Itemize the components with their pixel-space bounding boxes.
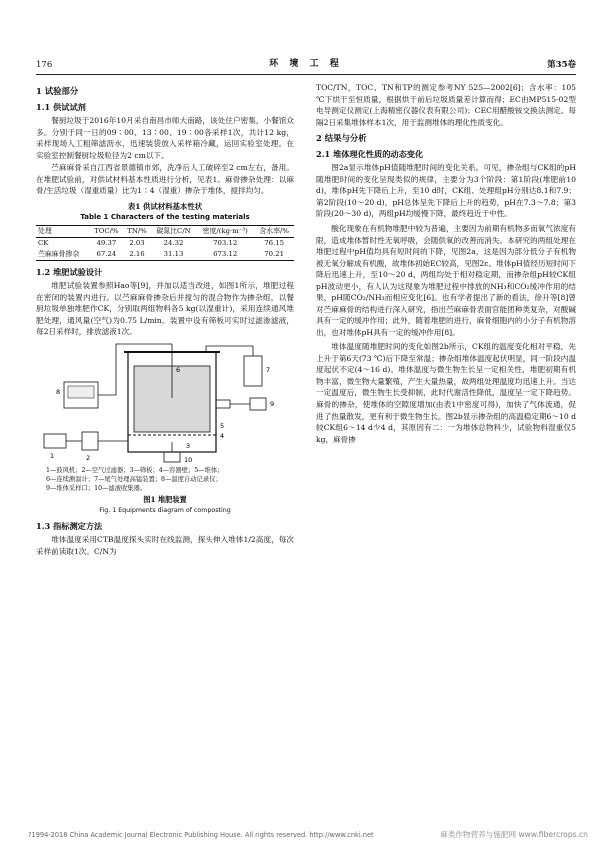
paragraph-acidification: 酸化现象在有机物堆肥中较为普遍，主要因为前期有机物多而氧气浓度有限，造成堆体暂时性无氧呼吸，会随供氧的改善而消失。本研究的两组处理在堆肥过程中pH值均具有短时间的下降，见图2a，这是因为部分低分子有机物被无氧分解成有机酸，故堆体初始EC较高，见图2c。堆体pH值经历短时间下降后迅速上升，至10～20 d，两组均处于相对稳定期，而掺杂组pH较CK组pH波动更小，有人认为这现象为堆肥过程中排放的NH₃和CO₂缓冲作用的结果，pH随CO₂/NH₃而相应变化[6]。也有学者提出了新的看法，徐升等[8]曾对苎麻麻骨的结构进行深入研究，指出苎麻麻骨表面官能团种类复杂，对酸碱具有一定的缓冲作用；此外，随着堆肥的进行，麻骨细胞内的小分子有机物溶出，也对堆体pH具有一定的缓冲作用[8]。 [316, 224, 576, 337]
sampling-port [216, 400, 230, 408]
legend-line: 9—堆体采样口；10—滤液收集器。 [46, 485, 147, 493]
paragraph-ramie-bone: 苎麻麻骨采自江西省景德镇市郊，洗净后人工破碎至2 cm左右，备用。在堆肥试验前，对供试材料基本性质进行分析，见表1。麻骨掺杂处理：以麻骨/生活垃圾（湿重质量）比为1∶4（湿重）掺杂于堆体，搅拌均匀。 [36, 163, 294, 196]
table-row [36, 249, 294, 260]
section-2-title: 2 结果与分析 [316, 133, 367, 144]
left-column [36, 82, 294, 558]
section-1-title: 1 试验部分 [36, 86, 79, 96]
section-2-1-title: 2.1 堆体理化性质的动态变化 [316, 148, 424, 159]
copyright-notice: ?1994-2018 China Academic Journal Electronic Publishing House. All rights reserved. http://www.cnki.net [28, 831, 374, 839]
table-cell: 76.15 [264, 238, 285, 247]
legend-line: 1—鼓风机；2—空气过滤器；3—筛板；4—容器壁；5—堆体； [46, 466, 224, 474]
paragraph-temperature: 堆体温度随堆肥时间的变化如图2b所示，CK组的温度变化相对平稳，先上升于第6天(73 ℃)后下降至常温；掺杂组堆体温度起伏明显，同一阶段内温度起伏不定(4～16 d)。堆体温度与微生物生长呈一定相关性，堆肥初期有机物丰富，微生物大量繁殖，产生大量热量，故两组处理温度均迅速上升。当达一定温度后，微生物生长受抑制，此时代谢活性降低，温度呈一定下降趋势。麻骨的掺杂，使堆体的空隙度增加(由表1中密度可得)，加快了气体流通，促进了热量散发，更有利于微生物生长。图2b显示掺杂组的高温稳定期6～10 d较CK组6～14 d少4 d，其原因有二：一为堆体总物料少，试验物料湿重仅5 kg，麻骨掺 [316, 342, 576, 444]
section-1-2-title: 1.2 堆肥试验设计 [36, 266, 103, 277]
table-cell: 70.21 [254, 249, 294, 260]
label-9: 9 [270, 399, 275, 408]
table-cell: 31.13 [151, 249, 196, 260]
table-cell: 673.12 [196, 249, 254, 260]
table-cell: 67.24 [90, 249, 124, 260]
label-8: 8 [56, 387, 61, 396]
right-column [316, 82, 576, 446]
label-1: 1 [50, 451, 55, 460]
paragraph-ph-change: 图2a显示堆体pH值随堆肥时间的变化关系。可见，掺杂组与CK组的pH随堆肥时间的变化呈现类似的规律，主要分为3个阶段：第1阶段(堆肥前10 d)，堆体pH先下降后上升，至10 d时，CK组、处理组pH分别达8.1和7.9；第2阶段(10～20 d)，pH总体呈先下降后上升的趋势，pH在7.3～7.8；第3阶段(20～30 d)，两组pH均缓慢下降，最终趋近于中性。 [316, 163, 576, 219]
paragraph-measurement: 堆体温度采用CTB温度探头实时在线监测，探头伸入堆体1/2高度，每次采样前读取1次。C/N为 [36, 535, 294, 556]
table-cell: 703.12 [213, 238, 238, 247]
label-10: 10 [184, 455, 193, 464]
table-1-title: 表1 供试材料基本性状 [127, 201, 203, 211]
table-cell: CK [38, 238, 49, 247]
volume-label: 第35卷 [547, 60, 576, 70]
section-1-1-title: 1.1 供试试剂 [36, 101, 86, 112]
figure-1-title: 图1 堆肥装置 [143, 495, 187, 505]
paragraph-experiment-design: 堆肥试验装置参照Hao等[9]，并加以适当改进，如图1所示，堆肥过程在密闭的装置内进行。以苎麻麻骨掺杂后并搅匀的混合物作为掺杂组，以餐厨垃圾单独堆肥作CK，分别取两组物料各5 kg(以湿重计)，采用连续通风堆肥处理，通风量(空气)为0.75 L/min。装置中设有筛板可实时过滤渗滤液，每2日采样时，排放滤液1次。 [36, 281, 294, 337]
figure-1-title-en: Fig. 1 Equipments diagram of composting [99, 507, 231, 515]
table-cell: 2.16 [123, 249, 151, 260]
label-7: 7 [266, 365, 271, 374]
table-1 [36, 201, 294, 261]
paragraph-methods-cont: TOC/TN，TOC、TN和TP的测定参考NY 525—2002[6]；含水率：105 ℃下烘干至恒质量，根据烘干前后垃圾质量差计算而得；EC由MP515-02型电导测定仪测定(上海精密仪器仪表有限公司)；CEC用醋酸铵交换法测定。每隔2日采集堆体样本1次，用于监测堆体的理化性质变化。 [316, 83, 576, 127]
table-header-cell: TOC/% [90, 225, 124, 237]
label-5: 5 [220, 421, 225, 430]
air-filter [82, 432, 98, 450]
exhaust-treatment-device [244, 356, 262, 386]
label-2: 2 [86, 453, 91, 462]
table-row [36, 237, 294, 248]
label-6: 6 [176, 365, 181, 374]
table-1-title-en: Table 1 Characters of the testing materials [80, 213, 250, 222]
paragraph-food-waste: 餐厨垃圾于2016年10月采自南昌市师大南路，该处住户密集，小餐馆众多。分别于同一日的09∶00、13∶00、19∶00各采样1次，共计12 kg，采样现场人工粗筛滤沥水，迅速装袋放入采样箱冷藏，运回实验室处理。在实验室控制餐厨垃圾粒径为2 cm以下。 [36, 116, 294, 160]
watermark: 麻类作物营养与施肥网 www.fibercrops.cn [440, 830, 588, 839]
table-header-cell: 密度/(kg·m⁻³) [196, 225, 254, 237]
leachate-collector [164, 452, 180, 462]
figure-1-legend [36, 466, 294, 493]
composting-apparatus-diagram [36, 342, 294, 466]
section-1-3-title: 1.3 指标测定方法 [36, 520, 103, 531]
figure-1 [36, 342, 294, 516]
table-cell: 24.32 [163, 238, 184, 247]
table-header-cell: 碳氮比C/N [151, 225, 196, 237]
page-number: 176 [36, 60, 53, 70]
label-4: 4 [220, 431, 225, 440]
table-header-cell: 处理 [36, 225, 90, 237]
table-cell: 49.37 [96, 238, 117, 247]
page-header [36, 56, 576, 75]
table-header-cell: 含水率/% [254, 225, 294, 237]
blower [44, 434, 66, 448]
table-cell: 苎麻麻骨掺杂 [36, 249, 90, 260]
legend-line: 6—连续测温计；7—尾气处理高锰装置；8—温度自动记录仪； [46, 475, 222, 483]
table-header-cell: TN/% [123, 225, 151, 237]
table-header-row [36, 225, 294, 237]
table-cell: 2.03 [129, 238, 145, 247]
journal-name: 环 境 工 程 [269, 59, 343, 69]
label-3: 3 [186, 441, 191, 450]
materials-table [36, 225, 294, 261]
